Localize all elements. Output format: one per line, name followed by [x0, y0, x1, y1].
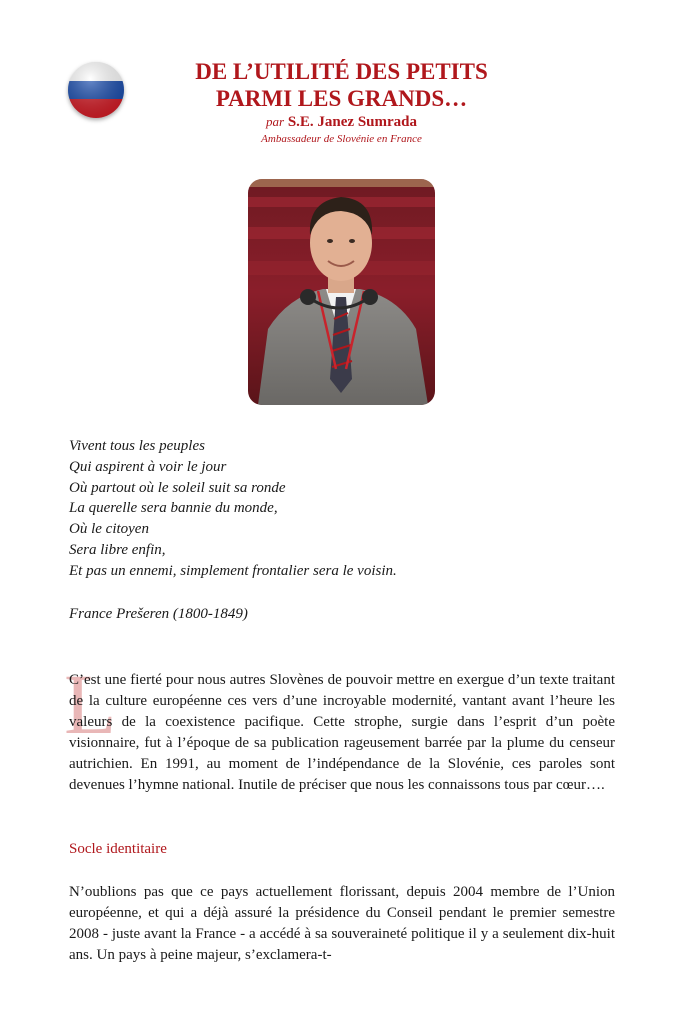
title-line-2: PARMI LES GRANDS… — [215, 86, 468, 111]
section-heading: Socle identitaire — [69, 841, 167, 857]
poem-attribution: France Prešeren (1800-1849) — [69, 606, 248, 622]
author-role: Ambassadeur de Slovénie en France — [261, 133, 422, 145]
poem-line: Et pas un ennemi, simplement frontalier sera le voisin. — [69, 562, 397, 579]
drop-cap: L — [64, 656, 117, 752]
body-paragraph-2: N’oublions pas que ce pays actuellement florissant, depuis 2004 membre de l’Union européenne, et qui a déjà assuré la présidence du Conseil pendant le premier semestre 2008 - juste avant la France - a accédé à sa souveraineté politique il y a seulement dix-huit ans. Un pays à peine majeur, s’exclamera-t- — [69, 884, 615, 963]
body-paragraph-1: C’est une fierté pour nous autres Slovènes de pouvoir mettre en exergue d’un texte traitant de la culture européenne ces vers d’une incroyable modernité, vantant avant l’heure les valeurs de la coexistence pacifique. Cette strophe, surgie dans l’esprit d’un poète visionnaire, fut à l’époque de sa publication rageusement barrée par la plume du censeur autrichien. En 1991, au moment de l’indépendance de la Slovénie, ces paroles sont devenues l’hymne national. Inutile de préciser que nous les connaissons tous par cœur…. — [69, 672, 615, 793]
article-title — [0, 58, 683, 112]
author-portrait — [248, 179, 435, 405]
author-name: S.E. Janez Sumrada — [287, 114, 417, 130]
byline-prefix: par — [266, 114, 285, 129]
title-line-1: DE L’UTILITÉ DES PETITS — [195, 59, 488, 84]
poem-line: La querelle sera bannie du monde, — [69, 500, 278, 517]
byline — [0, 113, 683, 131]
poem-line: Où partout où le soleil suit sa ronde — [69, 479, 286, 496]
poem-line: Vivent tous les peuples — [69, 438, 205, 454]
poem-line: Qui aspirent à voir le jour — [69, 458, 227, 475]
poem-line: Où le citoyen — [69, 521, 149, 538]
poem-line: Sera libre enfin, — [69, 541, 166, 558]
poem-epigraph — [69, 436, 397, 582]
